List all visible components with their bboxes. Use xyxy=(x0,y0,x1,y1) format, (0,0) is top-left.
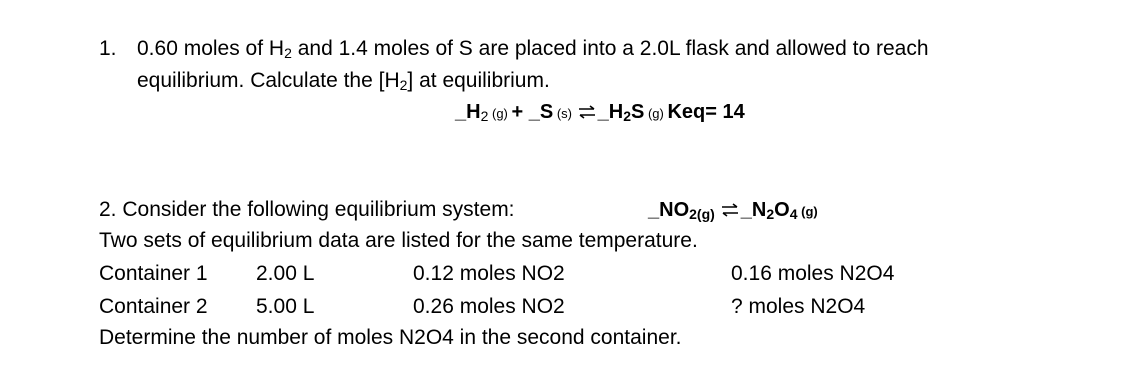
subscript: 2 xyxy=(766,206,775,222)
s-formula: _S xyxy=(528,101,554,123)
container-1-volume: 2.00 L xyxy=(256,262,315,285)
subscript: 2 xyxy=(284,45,292,61)
question-1-equation xyxy=(455,101,745,124)
container-1-label: Container 1 xyxy=(99,262,208,285)
container-1-n2o4: 0.16 moles N2O4 xyxy=(731,262,895,285)
phase-label: (g) xyxy=(644,106,668,121)
q1-text-part: and 1.4 moles of S are placed into a 2.0L flask and allowed to reach xyxy=(291,37,929,60)
container-2-n2o4: ? moles N2O4 xyxy=(731,295,866,318)
phase-label: (s) xyxy=(553,106,576,121)
phase-label: (g) xyxy=(797,204,818,219)
subscript: 2 xyxy=(623,108,631,124)
question-2-equation xyxy=(648,199,818,222)
no2-formula: _NO xyxy=(648,199,690,221)
container-2-volume: 5.00 L xyxy=(256,295,315,318)
container-2-label: Container 2 xyxy=(99,295,208,318)
question-1-number: 1. xyxy=(99,37,117,60)
subscript: 2 xyxy=(399,77,408,93)
question-1-line-2 xyxy=(137,69,550,93)
h2s-formula: _H xyxy=(597,101,624,123)
subscript: 2 xyxy=(480,108,489,124)
equilibrium-arrow-icon xyxy=(721,203,739,217)
subscript: 2(g) xyxy=(689,206,715,222)
h2s-formula-rest: S xyxy=(630,101,645,123)
container-1-no2: 0.12 moles NO2 xyxy=(413,262,565,285)
question-2-prompt: Determine the number of moles N2O4 in the second container. xyxy=(99,326,682,349)
subscript: 4 xyxy=(789,206,798,222)
question-2-intro: 2. Consider the following equilibrium system: xyxy=(99,198,515,221)
container-2-no2: 0.26 moles NO2 xyxy=(413,295,565,318)
n2o4-formula: _N xyxy=(740,199,767,221)
q1-text-part: equilibrium. Calculate the [H xyxy=(137,69,400,92)
q1-text-part: 0.60 moles of H xyxy=(137,37,285,60)
equilibrium-arrow-icon xyxy=(578,105,596,119)
q1-text-part: ] at equilibrium. xyxy=(407,69,550,92)
phase-label: (g) xyxy=(488,106,512,121)
question-1-line-1 xyxy=(137,37,929,61)
plus-sign: + xyxy=(511,101,529,123)
h2-formula: _H xyxy=(455,101,481,123)
keq-value: Keq= 14 xyxy=(667,101,745,123)
question-2-line-2: Two sets of equilibrium data are listed for the same temperature. xyxy=(99,229,698,252)
n2o4-formula-o: O xyxy=(774,199,790,221)
